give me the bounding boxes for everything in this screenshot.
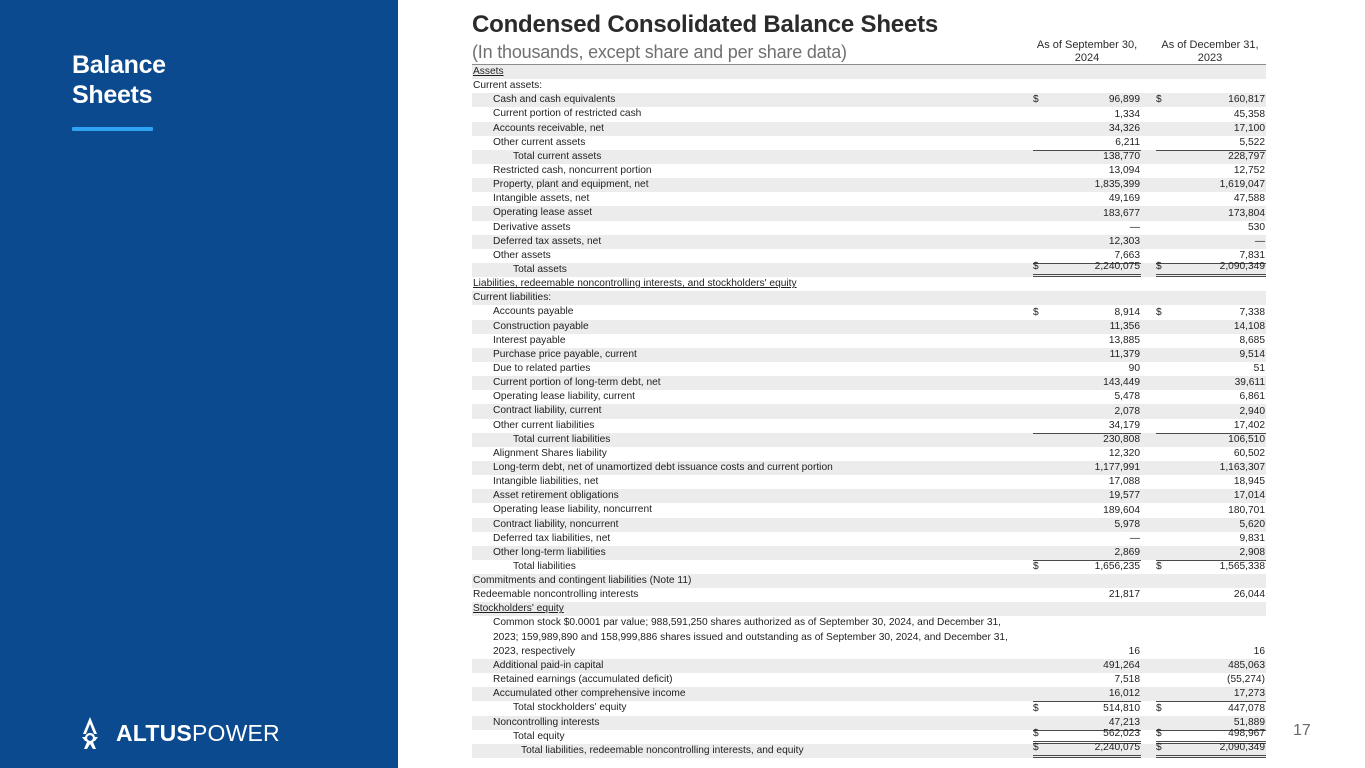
row-label: Restricted cash, noncurrent portion [493, 164, 652, 176]
amount: 17,088 [1108, 476, 1140, 488]
table-row [472, 461, 1266, 475]
row-label: Current portion of restricted cash [493, 108, 642, 120]
value-sep-2024 [1033, 362, 1141, 376]
amount: 5,478 [1114, 391, 1140, 403]
value-sep-2024 [1033, 93, 1141, 107]
value-dec-2023 [1156, 320, 1266, 334]
amount: 21,817 [1108, 589, 1140, 601]
amount: 8,914 [1114, 306, 1140, 318]
value-dec-2023 [1156, 404, 1266, 418]
amount: 2,240,075 [1094, 261, 1140, 273]
table-row [472, 602, 1266, 616]
value-sep-2024 [1033, 164, 1141, 178]
row-label: Alignment Shares liability [493, 447, 607, 459]
table-row [472, 475, 1266, 489]
section-title [72, 50, 166, 110]
table-row [472, 376, 1266, 390]
amount: 14,108 [1233, 320, 1265, 332]
amount: 16,012 [1108, 688, 1140, 700]
row-label: Total equity [513, 730, 565, 742]
section-title-line1: Balance [72, 51, 166, 79]
value-dec-2023 [1156, 546, 1266, 560]
amount: 491,264 [1103, 660, 1140, 672]
amount: 26,044 [1233, 589, 1265, 601]
table-row [472, 404, 1266, 418]
amount: 5,978 [1114, 518, 1140, 530]
amount: 485,063 [1228, 660, 1265, 672]
amount: 60,502 [1233, 447, 1265, 459]
table-row [472, 305, 1266, 319]
row-label: Deferred tax assets, net [493, 235, 602, 247]
value-sep-2024 [1033, 305, 1141, 319]
column-header-line: 2023 [1197, 52, 1223, 64]
row-label: Total current liabilities [513, 433, 611, 445]
table-row [472, 65, 1266, 79]
currency-symbol: $ [1156, 741, 1162, 753]
row-label: Retained earnings (accumulated deficit) [493, 674, 673, 686]
amount: 143,449 [1103, 377, 1140, 389]
value-sep-2024 [1033, 701, 1141, 715]
amount: 138,770 [1103, 150, 1140, 162]
table-row [472, 727, 1266, 744]
row-label: Operating lease asset [493, 207, 593, 219]
amount: 2,090,349 [1219, 741, 1265, 753]
table-row [472, 574, 1266, 588]
table-row [472, 320, 1266, 334]
amount: 12,303 [1108, 235, 1140, 247]
row-label: Total liabilities, redeemable noncontrolling interests, and equity [521, 744, 804, 756]
page-title: Condensed Consolidated Balance Sheets [472, 11, 939, 38]
table-row [472, 447, 1266, 461]
amount: 13,094 [1108, 165, 1140, 177]
table-row [472, 390, 1266, 404]
row-label: Additional paid-in capital [493, 659, 604, 671]
table-row [472, 362, 1266, 376]
units-subtitle: (In thousands, except share and per share data) [472, 42, 847, 62]
value-sep-2024 [1033, 616, 1141, 659]
amount: 514,810 [1103, 702, 1140, 714]
value-dec-2023 [1156, 503, 1266, 517]
column-header-sep-2024 [1032, 39, 1142, 65]
column-header-line: As of September 30, [1036, 39, 1138, 51]
amount: 45,358 [1233, 108, 1265, 120]
row-label: Purchase price payable, current [493, 348, 637, 360]
value-dec-2023 [1156, 475, 1266, 489]
amount: 7,831 [1239, 249, 1265, 261]
row-label: Other current assets [493, 136, 586, 148]
value-dec-2023 [1156, 447, 1266, 461]
value-sep-2024 [1033, 178, 1141, 192]
amount: 6,861 [1239, 391, 1265, 403]
value-sep-2024 [1033, 546, 1141, 560]
value-sep-2024 [1033, 122, 1141, 136]
row-label: Current liabilities: [473, 292, 552, 304]
row-label: Other current liabilities [493, 419, 595, 431]
row-label: Accounts receivable, net [493, 122, 604, 134]
amount: 11,356 [1109, 320, 1140, 332]
row-label: Contract liability, current [493, 405, 602, 417]
amount: 19,577 [1108, 490, 1140, 502]
value-dec-2023 [1156, 701, 1266, 715]
table-row [472, 348, 1266, 362]
logo-word-light: POWER [191, 719, 280, 746]
amount: 8,685 [1239, 334, 1265, 346]
table-row [472, 560, 1266, 574]
currency-symbol: $ [1156, 702, 1162, 714]
value-sep-2024 [1033, 433, 1141, 447]
amount: 189,604 [1103, 504, 1140, 516]
amount: 7,338 [1239, 306, 1265, 318]
amount: 17,402 [1233, 419, 1265, 431]
value-dec-2023 [1156, 741, 1266, 758]
row-label: Current assets: [473, 80, 543, 92]
value-dec-2023 [1156, 334, 1266, 348]
value-dec-2023 [1156, 532, 1266, 546]
value-sep-2024 [1033, 206, 1141, 220]
row-label: Accounts payable [493, 306, 574, 318]
value-sep-2024 [1033, 687, 1141, 701]
value-dec-2023 [1156, 461, 1266, 475]
currency-symbol: $ [1033, 741, 1039, 753]
row-label: Total liabilities [513, 560, 576, 572]
value-dec-2023 [1156, 263, 1266, 277]
amount: 1,163,307 [1219, 462, 1265, 474]
value-dec-2023 [1156, 433, 1266, 447]
value-dec-2023 [1156, 560, 1266, 574]
value-dec-2023 [1156, 150, 1266, 164]
value-sep-2024 [1033, 376, 1141, 390]
row-label: Asset retirement obligations [493, 490, 619, 502]
row-label: Other assets [493, 249, 551, 261]
value-dec-2023 [1156, 376, 1266, 390]
value-dec-2023 [1156, 489, 1266, 503]
amount: 2,090,349 [1219, 261, 1265, 273]
table-row [472, 150, 1266, 164]
row-label: Redeemable noncontrolling interests [473, 589, 639, 601]
table-row [472, 235, 1266, 249]
row-label: Deferred tax liabilities, net [493, 532, 611, 544]
row-label: Noncontrolling interests [493, 716, 600, 728]
amount: — [1129, 532, 1140, 544]
currency-symbol: $ [1033, 702, 1039, 714]
row-label: Operating lease liability, current [493, 391, 635, 403]
table-row [472, 277, 1266, 291]
table-row [472, 701, 1266, 715]
title-accent-rule [72, 127, 153, 131]
column-header-line: 2024 [1074, 52, 1100, 64]
row-label: Accumulated other comprehensive income [493, 688, 686, 700]
amount: 18,945 [1233, 476, 1265, 488]
altus-power-logo [78, 716, 280, 750]
column-header-line: As of December 31, [1161, 39, 1259, 51]
amount: 1,835,399 [1094, 179, 1140, 191]
row-label: Other long-term liabilities [493, 546, 606, 558]
amount: 13,885 [1108, 334, 1140, 346]
value-dec-2023 [1156, 362, 1266, 376]
amount: 2,078 [1114, 405, 1140, 417]
value-sep-2024 [1033, 560, 1141, 574]
value-dec-2023 [1156, 206, 1266, 220]
table-row [472, 741, 1266, 758]
amount: 2,908 [1239, 546, 1265, 558]
value-dec-2023 [1156, 390, 1266, 404]
table-row [472, 221, 1266, 235]
amount: — [1254, 235, 1265, 247]
currency-symbol: $ [1033, 727, 1039, 739]
amount: 7,518 [1114, 674, 1140, 686]
amount: — [1129, 221, 1140, 233]
row-label: Common stock $0.0001 par value; 988,591,250 shares authorized as of September 30, 2024, and December 31, 2023; 159,989,890 and 158,999,886 shares issued and outstanding as of September 30, 2024, and December 31, 2023, respectively [493, 617, 1008, 657]
currency-symbol: $ [1156, 306, 1162, 318]
table-row [472, 546, 1266, 560]
amount: 11,379 [1109, 348, 1140, 360]
amount: 90 [1128, 363, 1140, 375]
table-row [472, 164, 1266, 178]
amount: 49,169 [1108, 193, 1140, 205]
currency-symbol: $ [1033, 561, 1039, 573]
value-sep-2024 [1033, 475, 1141, 489]
value-sep-2024 [1033, 107, 1141, 121]
row-label: Cash and cash equivalents [493, 94, 616, 106]
table-row [472, 659, 1266, 673]
row-label: Total assets [513, 263, 567, 275]
value-dec-2023 [1156, 673, 1266, 687]
row-label: Total stockholders' equity [513, 702, 627, 714]
value-dec-2023 [1156, 419, 1266, 433]
value-sep-2024 [1033, 447, 1141, 461]
amount: 447,078 [1228, 702, 1265, 714]
column-header-dec-2023 [1155, 39, 1265, 65]
currency-symbol: $ [1033, 261, 1039, 273]
table-row [472, 518, 1266, 532]
table-row [472, 178, 1266, 192]
value-dec-2023 [1156, 305, 1266, 319]
amount: 51 [1253, 363, 1265, 375]
value-dec-2023 [1156, 178, 1266, 192]
row-label: Total current assets [513, 150, 602, 162]
amount: 1,334 [1114, 108, 1140, 120]
table-row [472, 716, 1266, 730]
value-sep-2024 [1033, 404, 1141, 418]
value-sep-2024 [1033, 489, 1141, 503]
row-label: Due to related parties [493, 362, 591, 374]
value-sep-2024 [1033, 741, 1141, 758]
amount: 498,967 [1228, 727, 1265, 739]
amount: 17,100 [1233, 122, 1265, 134]
table-row [472, 93, 1266, 107]
value-sep-2024 [1033, 136, 1141, 150]
amount: 9,514 [1239, 348, 1265, 360]
row-label: Commitments and contingent liabilities (Note 11) [473, 575, 692, 587]
table-row [472, 263, 1266, 277]
table-row [472, 433, 1266, 447]
value-sep-2024 [1033, 221, 1141, 235]
amount: 562,023 [1103, 727, 1140, 739]
amount: 1,619,047 [1219, 179, 1265, 191]
row-label: Current portion of long-term debt, net [493, 377, 661, 389]
amount: 17,014 [1233, 490, 1265, 502]
value-dec-2023 [1156, 687, 1266, 701]
table-row [472, 588, 1266, 602]
table-row [472, 192, 1266, 206]
value-sep-2024 [1033, 532, 1141, 546]
amount: 17,273 [1233, 688, 1265, 700]
amount: 180,701 [1228, 504, 1265, 516]
value-sep-2024 [1033, 320, 1141, 334]
value-dec-2023 [1156, 348, 1266, 362]
logo-word-bold: ALTUS [116, 719, 192, 746]
table-row [472, 122, 1266, 136]
currency-symbol: $ [1033, 306, 1039, 318]
value-dec-2023 [1156, 235, 1266, 249]
row-label: Construction payable [493, 320, 589, 332]
value-sep-2024 [1033, 150, 1141, 164]
amount: 183,677 [1103, 207, 1140, 219]
row-label: Assets [473, 66, 504, 77]
amount: 34,326 [1108, 122, 1140, 134]
amount: 5,620 [1239, 518, 1265, 530]
amount: 16 [1128, 645, 1140, 657]
amount: 230,808 [1103, 433, 1140, 445]
section-title-line2: Sheets [72, 81, 153, 109]
amount: 5,522 [1239, 136, 1265, 148]
value-dec-2023 [1156, 616, 1266, 659]
table-row [472, 249, 1266, 263]
amount: 47,588 [1233, 193, 1265, 205]
amount: 16 [1253, 645, 1265, 657]
value-sep-2024 [1033, 263, 1141, 277]
amount: 39,611 [1234, 377, 1265, 389]
balance-sheet-table [472, 65, 1266, 758]
row-label: Derivative assets [493, 221, 571, 233]
amount: 228,797 [1228, 150, 1265, 162]
value-dec-2023 [1156, 221, 1266, 235]
value-dec-2023 [1156, 136, 1266, 150]
row-label: Contract liability, noncurrent [493, 518, 619, 530]
value-sep-2024 [1033, 461, 1141, 475]
currency-symbol: $ [1156, 727, 1162, 739]
value-dec-2023 [1156, 659, 1266, 673]
value-sep-2024 [1033, 235, 1141, 249]
value-dec-2023 [1156, 164, 1266, 178]
value-dec-2023 [1156, 518, 1266, 532]
amount: 2,240,075 [1094, 741, 1140, 753]
amount: 2,869 [1114, 546, 1140, 558]
value-dec-2023 [1156, 192, 1266, 206]
table-row [472, 687, 1266, 701]
row-label: Interest payable [493, 334, 566, 346]
amount: 51,889 [1233, 716, 1265, 728]
logo-wordmark [116, 720, 280, 747]
value-sep-2024 [1033, 348, 1141, 362]
currency-symbol: $ [1156, 561, 1162, 573]
amount: 7,663 [1114, 249, 1140, 261]
table-row [472, 673, 1266, 687]
page-number: 17 [1293, 722, 1311, 739]
amount: 12,752 [1233, 165, 1265, 177]
table-row [472, 136, 1266, 150]
currency-symbol: $ [1156, 261, 1162, 273]
amount: 530 [1248, 221, 1265, 233]
table-row [472, 489, 1266, 503]
row-label: Intangible liabilities, net [493, 476, 599, 488]
amount: 47,213 [1108, 716, 1140, 728]
amount: 1,177,991 [1094, 462, 1140, 474]
value-sep-2024 [1033, 419, 1141, 433]
amount: 1,656,235 [1094, 561, 1140, 573]
amount: (55,274) [1227, 674, 1265, 686]
table-row [472, 107, 1266, 121]
value-dec-2023 [1156, 93, 1266, 107]
value-dec-2023 [1156, 588, 1266, 602]
amount: 6,211 [1115, 136, 1140, 148]
value-sep-2024 [1033, 518, 1141, 532]
table-row [472, 616, 1266, 659]
table-row [472, 503, 1266, 517]
table-row [472, 334, 1266, 348]
row-label: Operating lease liability, noncurrent [493, 504, 652, 516]
currency-symbol: $ [1156, 94, 1162, 106]
value-sep-2024 [1033, 673, 1141, 687]
amount: 160,817 [1228, 94, 1265, 106]
amount: 12,320 [1108, 447, 1140, 459]
table-row [472, 206, 1266, 220]
sidebar [0, 0, 398, 768]
amount: 173,804 [1228, 207, 1265, 219]
amount: 106,510 [1228, 433, 1265, 445]
altus-logo-icon [78, 716, 102, 750]
table-row [472, 79, 1266, 93]
amount: 96,899 [1108, 94, 1140, 106]
table-row [472, 532, 1266, 546]
amount: 2,940 [1239, 405, 1265, 417]
table-row [472, 291, 1266, 305]
row-label: Intangible assets, net [493, 193, 590, 205]
row-label: Long-term debt, net of unamortized debt issuance costs and current portion [493, 461, 833, 473]
value-dec-2023 [1156, 122, 1266, 136]
value-sep-2024 [1033, 588, 1141, 602]
value-sep-2024 [1033, 659, 1141, 673]
amount: 9,831 [1239, 532, 1265, 544]
value-sep-2024 [1033, 503, 1141, 517]
row-label: Liabilities, redeemable noncontrolling interests, and stockholders' equity [473, 278, 797, 290]
value-sep-2024 [1033, 192, 1141, 206]
row-label: Property, plant and equipment, net [493, 179, 649, 191]
currency-symbol: $ [1033, 94, 1039, 106]
amount: 1,565,338 [1219, 561, 1265, 573]
value-sep-2024 [1033, 334, 1141, 348]
amount: 34,179 [1108, 419, 1140, 431]
value-sep-2024 [1033, 390, 1141, 404]
row-label: Stockholders' equity [473, 603, 564, 615]
table-row [472, 419, 1266, 433]
value-dec-2023 [1156, 107, 1266, 121]
